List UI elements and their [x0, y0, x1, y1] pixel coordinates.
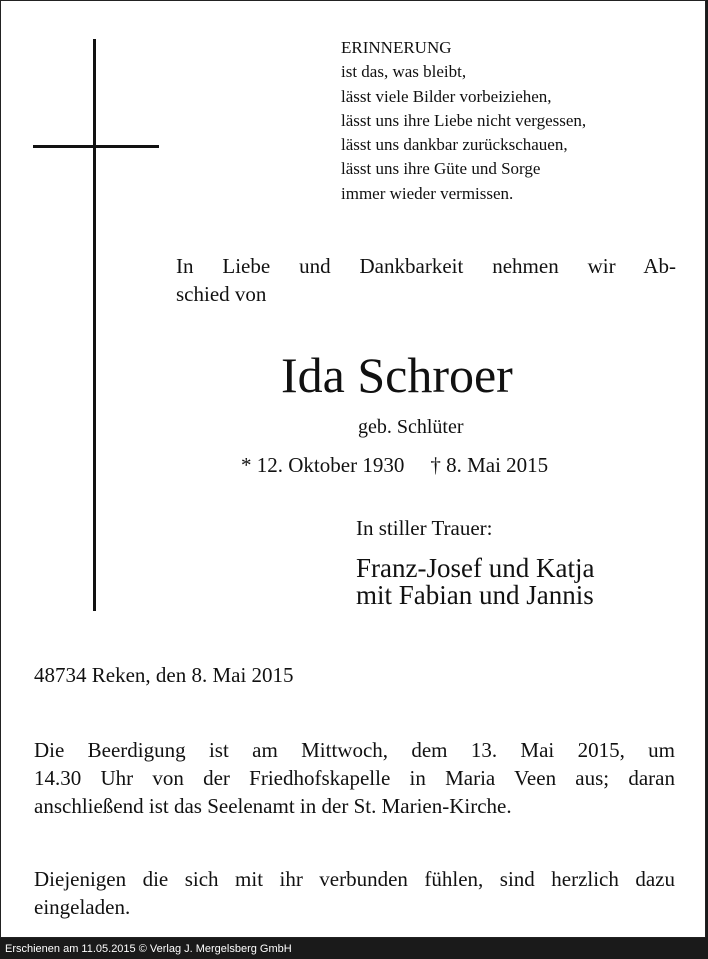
- mourners-line: mit Fabian und Jannis: [356, 580, 594, 610]
- funeral-line: 14.30 Uhr von der Friedhofskapelle in Maria Veen aus; daran: [34, 766, 675, 790]
- cross-icon-horizontal: [33, 145, 159, 148]
- poem-line: lässt uns ihre Liebe nicht vergessen,: [341, 110, 587, 130]
- poem-line: immer wieder vermissen.: [341, 183, 514, 203]
- invitation-line: eingeladen.: [34, 895, 131, 919]
- poem-line: ist das, was bleibt,: [341, 62, 467, 82]
- funeral-line: Die Beerdigung ist am Mittwoch, dem 13. Mai 2015, um: [34, 738, 675, 762]
- death-date: † 8. Mai 2015: [430, 453, 549, 477]
- life-dates: [241, 453, 548, 478]
- poem-line: ERINNERUNG: [341, 38, 452, 57]
- memorial-poem: [341, 36, 586, 206]
- invitation-text: [34, 865, 675, 921]
- intro-line: schied von: [176, 282, 267, 306]
- mourners-line: Franz-Josef und Katja: [356, 553, 595, 583]
- funeral-line: anschließend ist das Seelenamt in der St. Marien-Kirche.: [34, 794, 512, 818]
- funeral-details: [34, 736, 675, 820]
- cross-icon-vertical: [93, 39, 96, 611]
- mourning-label: In stiller Trauer:: [356, 516, 493, 540]
- farewell-intro: [176, 252, 676, 308]
- invitation-line: Diejenigen die sich mit ihr verbunden fühlen, sind herzlich dazu: [34, 867, 675, 891]
- poem-line: lässt uns ihre Güte und Sorge: [341, 159, 541, 179]
- publication-footer: Erschienen am 11.05.2015 © Verlag J. Mergelsberg GmbH: [5, 943, 292, 955]
- birth-date: * 12. Oktober 1930: [241, 453, 405, 477]
- intro-line: In Liebe und Dankbarkeit nehmen wir Ab-: [176, 254, 676, 278]
- maiden-name: geb. Schlüter: [358, 416, 464, 438]
- deceased-name: Ida Schroer: [281, 347, 513, 403]
- poem-line: lässt uns dankbar zurückschauen,: [341, 135, 568, 155]
- place-and-date: 48734 Reken, den 8. Mai 2015: [34, 663, 294, 687]
- poem-line: lässt viele Bilder vorbeiziehen,: [341, 86, 552, 106]
- mourners-names: [356, 555, 594, 609]
